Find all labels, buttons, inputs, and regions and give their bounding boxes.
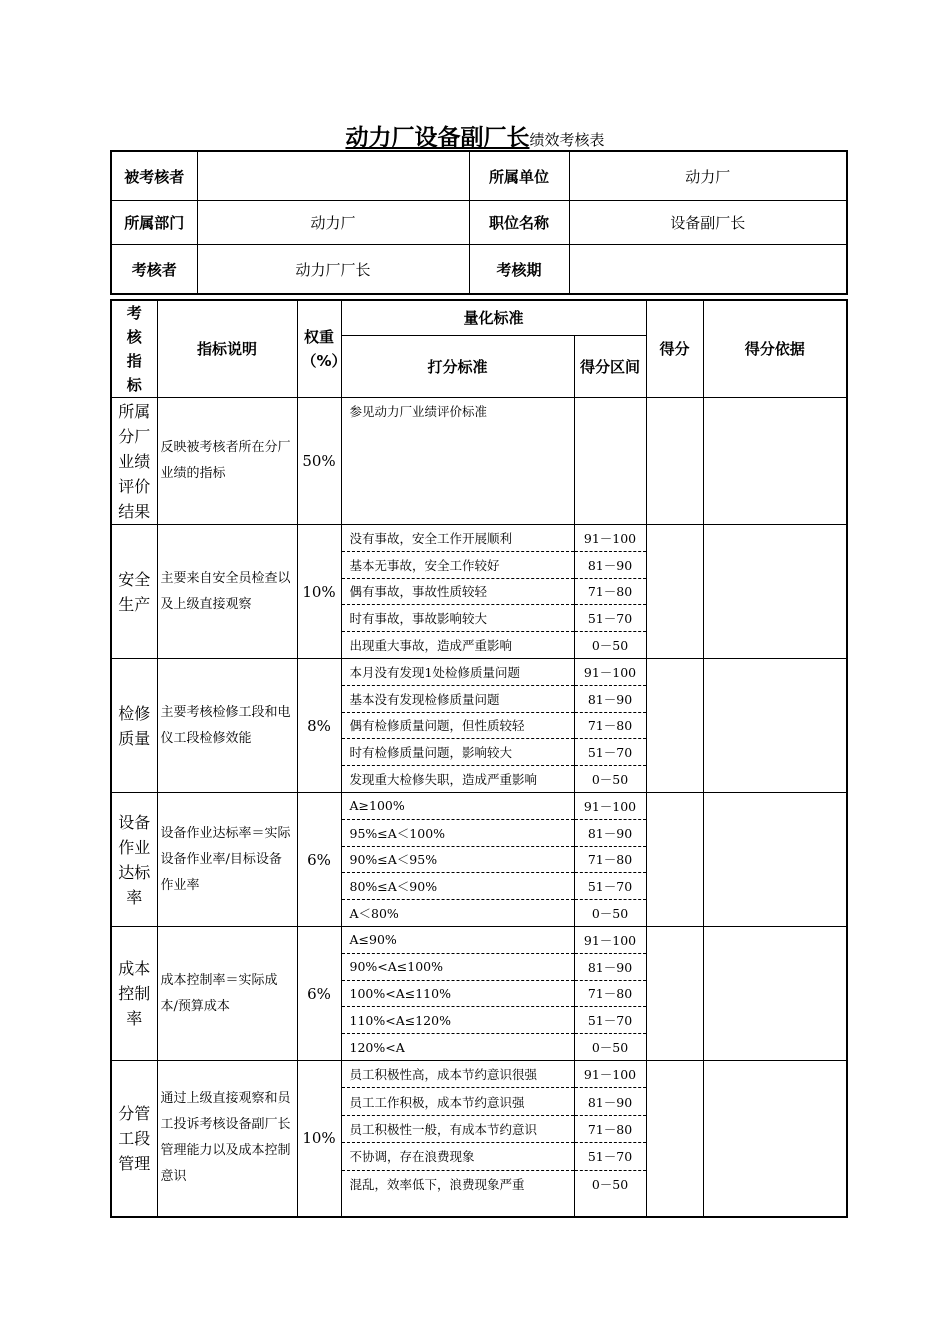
standard-line: 员工积极性高，成本节约意识很强 [342, 1061, 574, 1088]
range-line: 0－50 [591, 638, 629, 654]
range-line: 51－70 [575, 1143, 646, 1170]
score-cell[interactable] [646, 398, 703, 525]
range-line: 81－90 [575, 552, 646, 579]
standard-line: 偶有事故，事故性质较轻 [342, 579, 574, 606]
score-cell[interactable] [646, 927, 703, 1061]
standard-line: 员工工作积极，成本节约意识强 [342, 1088, 574, 1115]
table-row [111, 927, 847, 1061]
range-line: 81－90 [575, 820, 646, 847]
range-line: 71－80 [575, 579, 646, 606]
range-line: 91－100 [575, 1061, 646, 1088]
weight-cell: 10% [297, 1061, 341, 1217]
standard-line: 本月没有发现1处检修质量问题 [342, 659, 574, 686]
standard-line: 100%<A≤110% [342, 981, 574, 1008]
indicator-cell: 安全生产 [111, 525, 157, 659]
info-table [110, 150, 848, 295]
title-sub: 绩效考核表 [529, 131, 605, 149]
standard-line: 时有检修质量问题，影响较大 [342, 739, 574, 766]
score-cell[interactable] [646, 793, 703, 927]
indicator-cell: 分管工段管理 [111, 1061, 157, 1217]
range-line: 71－80 [575, 713, 646, 740]
indicator-cell: 设备作业达标率 [111, 793, 157, 927]
header-quant: 量化标准 [341, 300, 646, 336]
header-weight: 权重（%） [297, 300, 341, 398]
unit-label: 所属单位 [469, 151, 569, 201]
description-cell: 通过上级直接观察和员工投诉考核设备副厂长管理能力以及成本控制意识 [157, 1061, 297, 1217]
standard-line: A＜80% [349, 906, 399, 922]
standard-line: 混乱，效率低下，浪费现象严重 [349, 1176, 525, 1192]
standard-line: 90%≤A＜95% [342, 847, 574, 874]
table-row [111, 1061, 847, 1217]
standard-line: 90%<A≤100% [342, 954, 574, 981]
period-label: 考核期 [469, 245, 569, 295]
weight-cell: 10% [297, 525, 341, 659]
range-line: 81－90 [575, 686, 646, 713]
standard-line: 员工积极性一般，有成本节约意识 [342, 1116, 574, 1143]
standard-line: 发现重大检修失职，造成严重影响 [349, 772, 538, 788]
examiner-label: 考核者 [111, 245, 197, 295]
weight-cell: 6% [297, 927, 341, 1061]
score-cell[interactable] [646, 525, 703, 659]
description-cell: 主要考核检修工段和电仪工段检修效能 [157, 659, 297, 793]
assessment-table [110, 299, 848, 1218]
table-row [111, 793, 847, 927]
basis-cell[interactable] [703, 659, 847, 793]
basis-cell[interactable] [703, 398, 847, 525]
range-line: 91－100 [575, 659, 646, 686]
range-line: 71－80 [575, 981, 646, 1008]
range-line: 0－50 [591, 1040, 629, 1056]
range-line: 0－50 [591, 1176, 629, 1192]
table-row [111, 398, 847, 525]
period-field[interactable] [569, 245, 847, 295]
basis-cell[interactable] [703, 927, 847, 1061]
indicator-cell: 检修质量 [111, 659, 157, 793]
standard-line: 参见动力厂业绩评价标准 [349, 404, 488, 419]
weight-cell: 8% [297, 659, 341, 793]
examinee-field[interactable] [197, 151, 469, 201]
dept-label: 所属部门 [111, 201, 197, 245]
table-row [111, 659, 847, 793]
examiner-field[interactable]: 动力厂厂长 [197, 245, 469, 295]
basis-cell[interactable] [703, 793, 847, 927]
standard-line: 时有事故，事故影响较大 [342, 605, 574, 632]
description-cell: 主要来自安全员检查以及上级直接观察 [157, 525, 297, 659]
range-line: 71－80 [575, 1116, 646, 1143]
table-row [111, 525, 847, 659]
weight-cell: 6% [297, 793, 341, 927]
header-indicator: 考核指标 [111, 300, 157, 398]
score-cell[interactable] [646, 659, 703, 793]
weight-cell: 50% [297, 398, 341, 525]
standard-line: 基本没有发现检修质量问题 [342, 686, 574, 713]
range-line: 51－70 [575, 1007, 646, 1034]
basis-cell[interactable] [703, 525, 847, 659]
score-cell[interactable] [646, 1061, 703, 1217]
standard-line: A≥100% [342, 793, 574, 820]
standard-line: 120%<A [349, 1039, 405, 1055]
standard-line: A≤90% [342, 927, 574, 954]
range-line: 0－50 [591, 772, 629, 788]
description-cell: 反映被考核者所在分厂业绩的指标 [157, 398, 297, 525]
indicator-cell: 成本控制率 [111, 927, 157, 1061]
header-range: 得分区间 [574, 336, 646, 398]
range-line: 51－70 [575, 873, 646, 900]
range-line: 51－70 [575, 739, 646, 766]
standard-line: 出现重大事故，造成严重影响 [349, 638, 513, 654]
header-basis: 得分依据 [703, 300, 847, 398]
range-line: 51－70 [575, 605, 646, 632]
header-description: 指标说明 [157, 300, 297, 398]
range-line: 0－50 [591, 906, 629, 922]
range-line: 91－100 [575, 793, 646, 820]
range-line: 91－100 [575, 525, 646, 552]
indicator-cell: 所属分厂业绩评价结果 [111, 398, 157, 525]
standard-line: 基本无事故，安全工作较好 [342, 552, 574, 579]
standard-line: 没有事故，安全工作开展顺利 [342, 525, 574, 552]
standard-line: 95%≤A＜100% [342, 820, 574, 847]
description-cell: 设备作业达标率＝实际设备作业率/目标设备作业率 [157, 793, 297, 927]
range-line: 81－90 [575, 1088, 646, 1115]
range-line: 71－80 [575, 847, 646, 874]
dept-field[interactable]: 动力厂 [197, 201, 469, 245]
description-cell: 成本控制率＝实际成本/预算成本 [157, 927, 297, 1061]
position-field[interactable]: 设备副厂长 [569, 201, 847, 245]
basis-cell[interactable] [703, 1061, 847, 1217]
standard-line: 80%≤A＜90% [342, 873, 574, 900]
position-label: 职位名称 [469, 201, 569, 245]
standard-line: 不协调，存在浪费现象 [342, 1143, 574, 1170]
title-main: 动力厂设备副厂长 [345, 124, 530, 151]
examinee-label: 被考核者 [111, 151, 197, 201]
standard-line: 偶有检修质量问题，但性质较轻 [342, 713, 574, 740]
header-score: 得分 [646, 300, 703, 398]
range-line: 91－100 [575, 927, 646, 954]
range-line: 81－90 [575, 954, 646, 981]
standard-line: 110%<A≤120% [342, 1007, 574, 1034]
header-scoring: 打分标准 [341, 336, 574, 398]
unit-field[interactable]: 动力厂 [569, 151, 847, 201]
